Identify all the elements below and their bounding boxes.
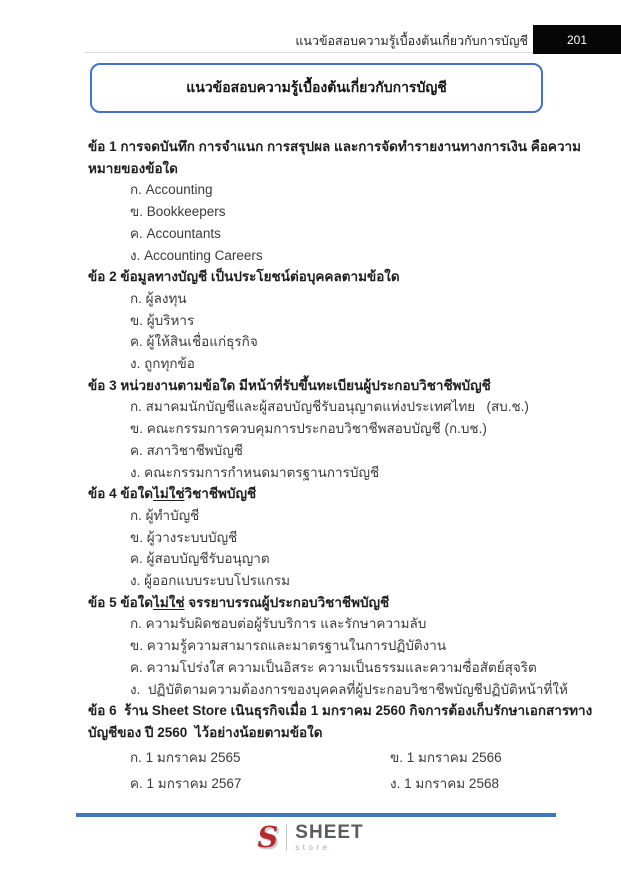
sheet-store-logo	[0, 820, 621, 854]
choice-item: ข. ผู้วางระบบบัญชี	[130, 529, 238, 545]
logo-text	[295, 823, 363, 852]
choice-item: ข. 1 มกราคม 2566	[390, 749, 502, 765]
question-block-6	[88, 700, 596, 795]
choice-item: ง. ถูกทุกข้อ	[130, 356, 195, 372]
question-text	[88, 592, 596, 614]
choice-item: ง. 1 มกราคม 2568	[390, 776, 499, 792]
question-text	[88, 483, 596, 505]
question-text: ข้อ 3 หน่วยงานตามข้อใด มีหน้าที่รับขึ้นทะเบียนผู้ประกอบวิชาชีพบัญชี	[88, 377, 491, 393]
choice-item: ค. สภาวิชาชีพบัญชี	[130, 442, 243, 458]
choice-item: ค. Accountants	[130, 225, 221, 241]
question-text-underlined: ไม่ใช่	[153, 486, 185, 502]
choice-item: ก. สมาคมนักบัญชีและผู้สอบบัญชีรับอนุญาตแห่งประเทศไทย (สบ.ช.)	[130, 399, 529, 415]
logo-name: SHEET	[295, 822, 364, 843]
question-text: ข้อ 2 ข้อมูลทางบัญชี เป็นประโยชน์ต่อบุคคลตามข้อใด	[88, 269, 400, 285]
question-text-underlined: ไม่ใช่	[153, 594, 185, 610]
page-number: 201	[566, 32, 588, 47]
choice-item: ค. ความโปร่งใส ความเป็นอิสระ ความเป็นธรรมและความซื่อสัตย์สุจริต	[130, 659, 537, 675]
question-block-1	[88, 136, 596, 266]
choice-item: ง. Accounting Careers	[130, 247, 263, 263]
question-text: ข้อ 1 การจดบันทึก การจำแนก การสรุปผล และการจัดทำรายงานทางการเงิน คือความหมายของข้อใด	[88, 139, 582, 176]
page-number-box	[533, 25, 621, 54]
choice-item: ค. 1 มกราคม 2567	[130, 776, 242, 792]
title-box	[90, 63, 543, 113]
logo-s-icon: S	[257, 820, 279, 854]
choice-item: ง. ผู้ออกแบบระบบโปรแกรม	[130, 573, 290, 589]
logo-divider	[286, 824, 287, 851]
choices-two-column	[88, 747, 596, 795]
choice-item: ข. ความรู้ความสามารถและมาตรฐานในการปฏิบัติงาน	[130, 638, 447, 654]
choice-item: ค. ผู้สอบบัญชีรับอนุญาต	[130, 551, 270, 567]
question-text: ข้อ 6 ร้าน Sheet Store เนินธุรกิจเมื่อ 1 มกราคม 2560 กิจการต้องเก็บรักษาเอกสารทางบัญชีของ ปี 2560 ไว้อย่างน้อยตามข้อใด	[88, 703, 593, 740]
choice-item: ค. ผู้ให้สินเชื่อแก่ธุรกิจ	[130, 334, 258, 350]
choice-item: ง. ปฏิบัติตามความต้องการของบุคคลที่ผู้ประกอบวิชาชีพบัญชีปฏิบัติหน้าที่ให้	[130, 681, 568, 697]
choice-item: ก. ผู้ลงทุน	[130, 290, 187, 306]
question-text-pre: ข้อ 5 ข้อใด	[88, 594, 154, 610]
choice-item: ก. 1 มกราคม 2565	[130, 749, 241, 765]
choice-item: ก. ผู้ทำบัญชี	[130, 507, 200, 523]
question-text-post: วิชาชีพบัญชี	[184, 486, 257, 502]
question-block-4	[88, 483, 596, 592]
questions-list	[88, 136, 596, 795]
choice-item: ง. คณะกรรมการกำหนดมาตรฐานการบัญชี	[130, 464, 380, 480]
document-title: แนวข้อสอบความรู้เบื้องต้นเกี่ยวกับการบัญชี	[186, 79, 447, 95]
logo-subname: store	[295, 843, 331, 852]
running-header-title: แนวข้อสอบความรู้เบื้องต้นเกี่ยวกับการบัญชี	[295, 34, 528, 48]
choice-item: ข. ผู้บริหาร	[130, 312, 195, 328]
question-block-5	[88, 592, 596, 701]
choice-item: ข. คณะกรรมการควบคุมการประกอบวิชาชีพสอบบัญชี (ก.บช.)	[130, 421, 487, 437]
question-text-pre: ข้อ 4 ข้อใด	[88, 486, 154, 502]
choice-item: ข. Bookkeepers	[130, 204, 226, 220]
question-text-post: จรรยาบรรณผู้ประกอบวิชาชีพบัญชี	[184, 594, 390, 610]
choice-item: ก. Accounting	[130, 182, 213, 198]
choice-item: ก. ความรับผิดชอบต่อผู้รับบริการ และรักษาความลับ	[130, 616, 427, 632]
question-block-2	[88, 266, 596, 375]
footer-rule	[76, 813, 556, 817]
question-block-3	[88, 375, 596, 484]
